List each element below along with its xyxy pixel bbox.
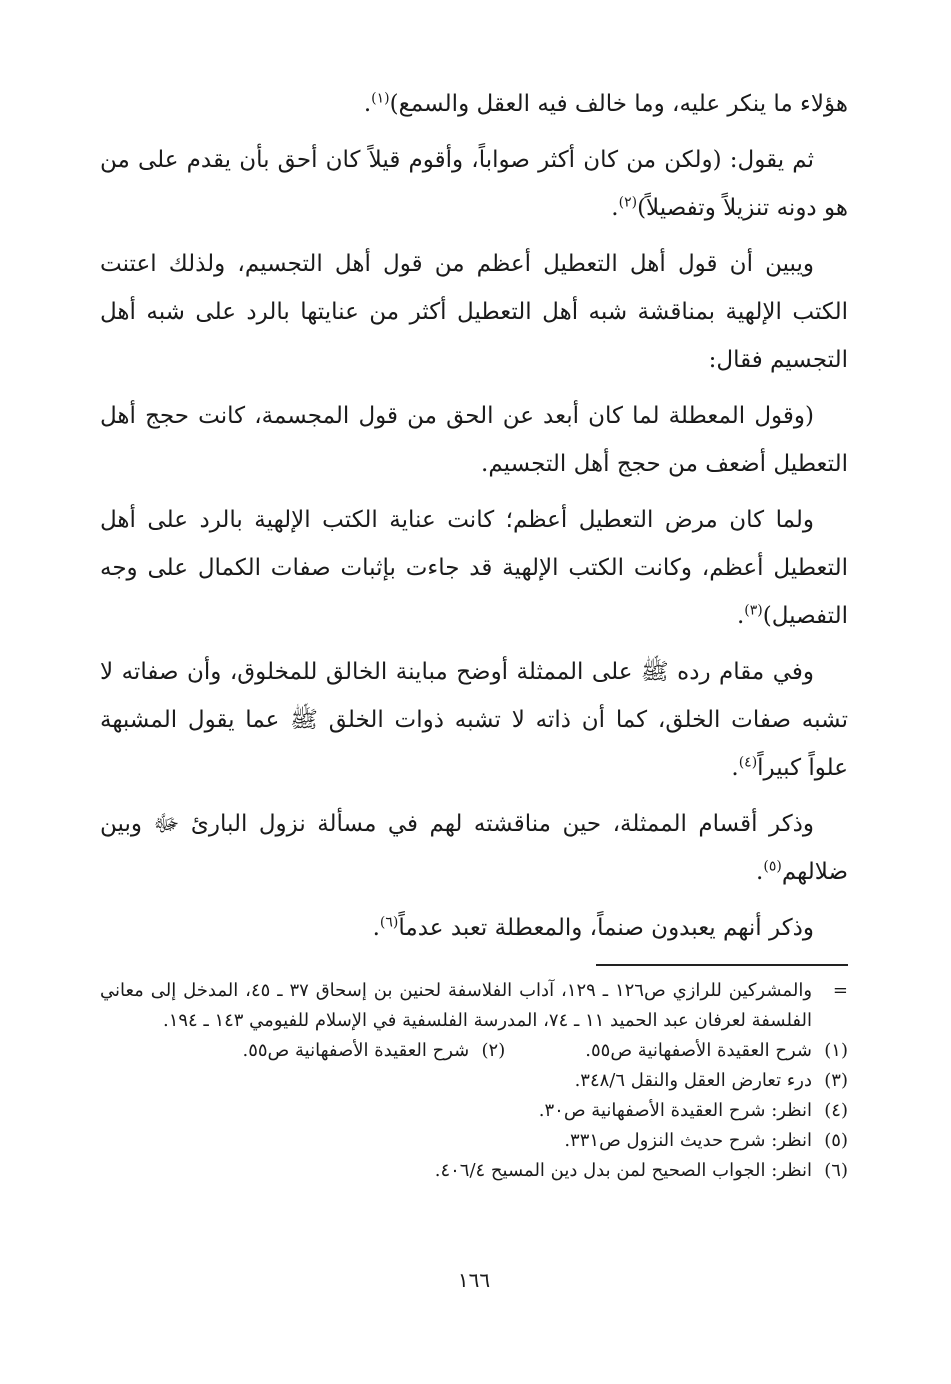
paragraph-text: ويبين أن قول أهل التعطيل أعظم من قول أهل التجسيم، ولذلك اعتنت الكتب الإلهية بمناقشة شبه أهل التعطيل أكثر من عنايتها بالرد على شبه أهل التجسيم فقال: bbox=[100, 251, 848, 373]
paragraph-text: (وقول المعطلة لما كان أبعد عن الحق من قول المجسمة، كانت حجج أهل التعطيل أضعف من حجج أهل التجسيم. bbox=[100, 403, 848, 477]
footnote-5 bbox=[100, 1126, 848, 1156]
footnote-ref: (٣) bbox=[744, 602, 763, 619]
footnote-ref: (٤) bbox=[738, 754, 758, 771]
footnote-continuation bbox=[100, 976, 848, 1036]
footnote-text: انظر: الجواب الصحيح لمن بدل دين المسيح ٤٠٦/٤. bbox=[434, 1160, 812, 1181]
paragraph-tail: . bbox=[756, 859, 764, 885]
continuation-text: والمشركين للرازي ص١٢٦ ـ ١٢٩، آداب الفلاسفة لحنين بن إسحاق ٣٧ ـ ٤٥، المدخل إلى معاني الفلسفة لعرفان عبد الحميد ١١ ـ ٧٤، المدرسة الفلسفية في الإسلام للفيومي ١٤٣ ـ ١٩٤. bbox=[100, 980, 813, 1031]
footnote-number: (٤) bbox=[824, 1100, 848, 1121]
footnote-number: (٣) bbox=[824, 1070, 848, 1091]
footnote-ref: (٥) bbox=[763, 858, 782, 875]
footnote-ref: (٦) bbox=[379, 914, 399, 931]
footnote-number: (٥) bbox=[824, 1130, 848, 1151]
footnote-divider bbox=[596, 964, 848, 966]
footnote-text: درء تعارض العقل والنقل ٣٤٨/٦. bbox=[574, 1070, 812, 1091]
paragraph-tail: . bbox=[611, 195, 619, 221]
footnote-4 bbox=[100, 1096, 848, 1126]
footnote-row bbox=[100, 1036, 848, 1066]
paragraph-7 bbox=[100, 800, 848, 896]
paragraph-tail: . bbox=[372, 915, 380, 941]
footnotes bbox=[100, 976, 848, 1186]
footnote-text: شرح العقيدة الأصفهانية ص٥٥. bbox=[585, 1040, 812, 1061]
footnote-ref: (٢) bbox=[618, 194, 638, 211]
paragraph-text: ولما كان مرض التعطيل أعظم؛ كانت عناية الكتب الإلهية بالرد على أهل التعطيل أعظم، وكانت الكتب الإلهية قد جاءت بإثبات صفات الكمال على وجه التفصيل) bbox=[100, 507, 848, 629]
paragraph-text: هؤلاء ما ينكر عليه، وما خالف فيه العقل والسمع) bbox=[389, 91, 848, 117]
main-text bbox=[100, 80, 848, 952]
paragraph-1 bbox=[100, 80, 848, 128]
continuation-marker: = bbox=[832, 980, 848, 1001]
paragraph-tail: . bbox=[731, 755, 739, 781]
paragraph-3 bbox=[100, 240, 848, 384]
footnote-text: انظر: شرح حديث النزول ص٣٣١. bbox=[564, 1130, 812, 1151]
footnote-6 bbox=[100, 1156, 848, 1186]
paragraph-5 bbox=[100, 496, 848, 640]
footnote-ref: (١) bbox=[371, 90, 390, 107]
paragraph-2 bbox=[100, 136, 848, 232]
paragraph-8 bbox=[100, 904, 848, 952]
paragraph-4 bbox=[100, 392, 848, 488]
footnote-3 bbox=[100, 1066, 848, 1096]
paragraph-text: وذكر أنهم يعبدون صنماً، والمعطلة تعبد عدماً bbox=[398, 915, 814, 941]
paragraph-tail: . bbox=[363, 91, 372, 117]
paragraph-text: ثم يقول: (ولكن من كان أكثر صواباً، وأقوم قيلاً كان أحق بأن يقدم على من هو دونه تنزيلاً وتفصيلاً) bbox=[100, 147, 848, 221]
footnote-number: (٢) bbox=[481, 1040, 506, 1061]
footnote-number: (٦) bbox=[824, 1160, 848, 1181]
paragraph-text: وذكر أقسام الممثلة، حين مناقشته لهم في مسألة نزول البارئ ﷻ وبين ضلالهم bbox=[100, 811, 848, 885]
footnote-2 bbox=[242, 1036, 505, 1066]
footnote-1 bbox=[585, 1036, 848, 1066]
footnote-text: شرح العقيدة الأصفهانية ص٥٥. bbox=[242, 1040, 470, 1061]
footnote-number: (١) bbox=[824, 1040, 848, 1061]
footnote-text: انظر: شرح العقيدة الأصفهانية ص٣٠. bbox=[538, 1100, 812, 1121]
paragraph-tail: . bbox=[736, 603, 745, 629]
document-page bbox=[100, 80, 848, 1320]
page-number: ١٦٦ bbox=[457, 1268, 491, 1292]
paragraph-text: وفي مقام رده ﷺ على الممثلة أوضح مباينة الخالق للمخلوق، وأن صفاته لا تشبه صفات الخلق، كما أن ذاته لا تشبه ذوات الخلق ﷺ عما يقول المشبهة علواً كبيراً bbox=[100, 659, 848, 781]
paragraph-6 bbox=[100, 648, 848, 792]
